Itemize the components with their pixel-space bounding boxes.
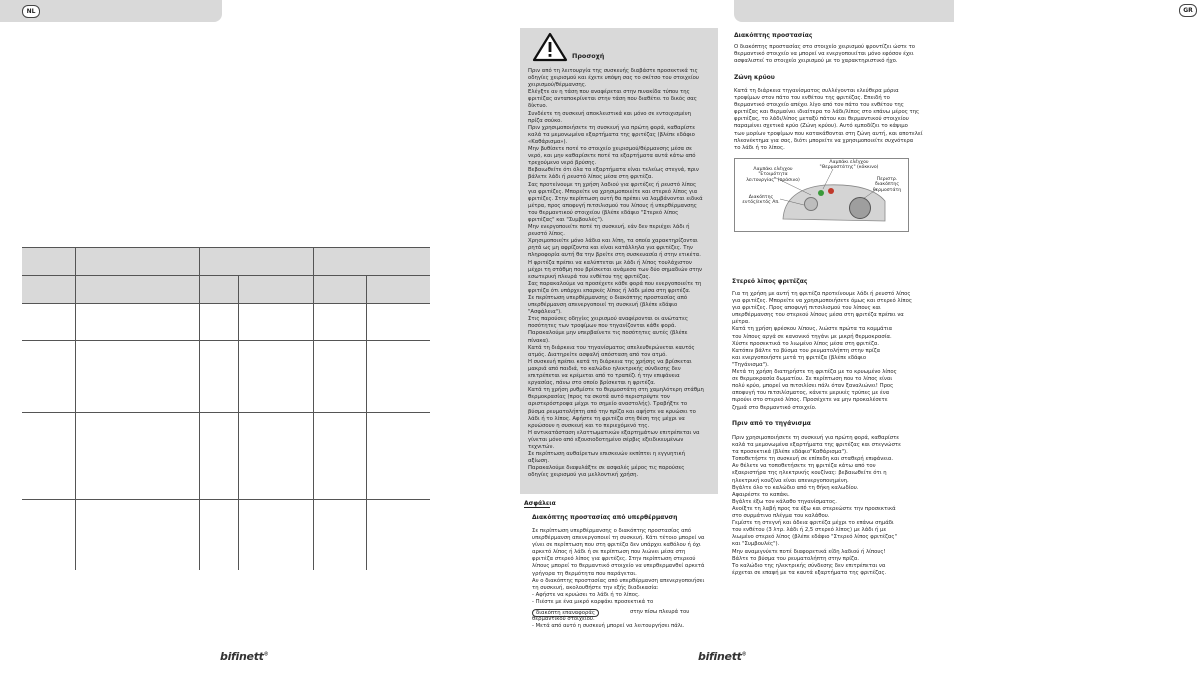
reset-switch-label: διακόπτη επαναφοράς	[532, 609, 599, 617]
table-row	[22, 275, 430, 276]
table-column-divider	[199, 247, 200, 570]
safety-title: Ασφάλεια	[524, 500, 556, 507]
thermostat-lamp-icon	[828, 188, 834, 194]
table-column-divider	[366, 275, 367, 570]
left-page	[0, 0, 477, 675]
control-unit-figure	[734, 158, 909, 232]
left-header-bar	[0, 0, 222, 22]
power-switch-label: Διακόπτης εντός/εκτός Απ.	[742, 195, 780, 206]
table-column-divider	[313, 247, 314, 570]
ready-lamp-icon	[818, 190, 824, 196]
brand-logo: bifinett®	[220, 650, 269, 663]
right-header-bar	[734, 0, 1193, 22]
brand-logo: bifinett®	[698, 650, 747, 663]
solid-fat-title: Στερεό λίπος φριτέζας	[732, 278, 808, 285]
language-badge-gr: GR	[1179, 4, 1197, 17]
before-frying-title: Πριν από το τηγάνισμα	[732, 420, 811, 427]
warning-title: Προσοχή	[572, 52, 605, 60]
table-row	[22, 247, 430, 248]
reset-switch-tail-text: στην πίσω πλευρά του θερμαντικού στοιχείου. - Μετά από αυτό η συσκευή μπορεί να λειτουργήσει πάλι.	[532, 609, 690, 630]
language-badge-nl: NL	[22, 5, 40, 18]
overheat-switch-text: Σε περίπτωση υπερθέρμανσης ο διακόπτης προστασίας από υπερθέρμανση απενεργοποιεί τη συσκευή. Κάτι τέτοιο μπορεί να γίνει σε περίπτωση που στη φριτέζα δεν υπάρχει καθόλου ή όχι αρκετό λίπος ή λάδι ή σε περίπτωση που λιώνει μέσα στη φριτέζα στερεό λίπος για φριτέζες. Στην περίπτωση στερεού λίπους μπορεί το θερμαντικό στοιχείο να υπερθερμανθεί αρκετά γρήγορα τη θερμότητα που παράγεται. Αν ο διακόπτης προστασίας από υπερθέρμανση απενεργοποιήσει τη συσκευή, ακολουθήστε την εξής διαδικασία: - Αφήστε να κρυώσει το λάδι ή το λίπος. - Πιέστε με ένα μικρό καρφάκι προσεκτικά το	[532, 528, 705, 605]
overheat-switch-title: Διακόπτης προστασίας από υπερθέρμανση	[532, 514, 678, 521]
solid-fat-text: Για τη χρήση με αυτή τη φριτέζα προτείνουμε λάδι ή ρευστό λίπος για φριτέζες. Μπορείτε να χρησιμοποιήσετε όμως και στερεό λίπος για φριτέζες. Προς αποφυγή πιτσιλισμού του λίπους και υπερθέρμανσης του στερεού λίπους μέσα στη φριτέζα πρέπει να μέτρα. Κατά τη χρήση φρέσκου λίπους, λιώστε πρώτα τα κομμάτια του λίπους αργά σε κανονικό τηγάνι με μικρή θερμοκρασία. Χύστε προσεκτικά το λιωμένο λίπος μέσα στη φριτέζα. Κατόπιν βάλτε το βύσμα του ρευματολήπτη στην πρίζα και ενεργοποιήστε μετά τη φριτέζα (βλέπε εδάφιο "Τηγάνισμα"). Μετά τη χρήση διατηρήστε τη φριτέζα με το κρυωμένο λίπος σε θερμοκρασία δωματίου. Σε περίπτωση που το λίπος είναι πολύ κρύο, μπορεί να πιτσιλίσει πάλι όταν ξαναλιώνει! Προς αποφυγή του πιτσιλίσματος, κάνετε μερικές τρύπες με ένα πιρούνι στο στερεό λίπος. Προσέχετε να μην προκαλέσετε ζημιά στο θερμαντικό στοιχείο.	[732, 291, 912, 411]
table-row	[22, 412, 430, 413]
warning-panel	[520, 28, 718, 494]
safety-title-underline	[524, 507, 550, 508]
quantity-table	[22, 247, 430, 570]
right-page	[477, 0, 1193, 675]
table-row	[22, 499, 430, 500]
ready-lamp-label: Λαμπάκι ελέγχου "Ετοιμότητα λειτουργίας" (πράσινο)	[746, 167, 800, 183]
protection-switch-title: Διακόπτης προστασίας	[734, 32, 813, 39]
before-frying-text: Πριν χρησιμοποιήσετε τη συσκευή για πρώτη φορά, καθαρίστε καλά τα μεμονωμένα εξαρτήματα της φριτέζας και στεγνώστε τα προσεκτικά (βλέπε εδάφιο"Καθάρισμα"). Τοποθετήστε τη συσκευή σε επίπεδη και σταθερή επιφάνεια. Αν θέλετε να τοποθετήσετε τη φριτέζα κάτω από τον εξαεριστήρα της ηλεκτρικής κουζίνας: βεβαιωθείτε ότι η ηλεκτρική κουζίνα είναι απενεργοποιημένη. Βγάλτε όλο το καλώδιο από τη θήκη καλωδίου. Αφαιρέστε το καπάκι. Βγάλτε έξω τον κάλαθο τηγανίσματος. Ανοίξτε τη λαβή προς τα έξω και στερεώστε την προσεκτικά στο συρμάτινο πλέγμα του καλάθου. Γεμίστε τη στεγνή και άδεια φριτέζα μέχρι το επάνω σημάδι του ενθέτου (3 λτρ. λάδι ή 2,5 στερεό λίπος) με λάδι ή με λιωμένο στερεό λίπος (βλέπε εδάφιο "Στερεό λίπος φριτέζας" και "Συμβουλές"). Μην αναμιγνύετε ποτέ διαφορετικά είδη λαδιού ή λίπους! Βάλτε το βύσμα του ρευματολήπτη στην πρίζα. Το καλώδιο της ηλεκτρικής σύνδεσης δεν επιτρέπεται να έρχεται σε επαφή με τα καυτά εξαρτήματα της φριτέζας.	[732, 435, 901, 576]
warning-triangle-icon	[533, 33, 567, 61]
protection-switch-text: Ο διακόπτης προστασίας στο στοιχείο χειρισμού φροντίζει ώστε το θερμαντικό στοιχείο να μπορεί να ενεργοποιείται μόνο εφόσον έχει ασφαλιστεί το στοιχείο χειρισμού με το χαρακτηριστικό ήχο.	[734, 44, 916, 65]
power-switch-icon	[804, 197, 818, 211]
table-row	[22, 340, 430, 341]
warning-text: Πριν από τη λειτουργία της συσκευής διαβάστε προσεκτικά τις οδηγίες χειρισμού και έχετε υπόψη σας το σκίτσο του στοιχείου χειρισμού/θέρμανσης. Ελέγξτε αν η τάση που αναφέρεται στην πινακίδα τύπου της φριτέζας ανταποκρίνεται στην τάση που διαθέτει το δικός σας δίκτυο. Συνδέετε τη συσκευή αποκλειστικά και μόνο σε εντοιχισμένη πρίζα σούκο. Πριν χρησιμοποιήσετε τη συσκευή για πρώτη φορά, καθαρίστε καλά τα μεμονωμένα εξαρτήματα της φριτέζας (βλέπε εδάφιο «Καθάρισμα»). Μην βυθίσετε ποτέ το στοιχείο χειρισμού/θέρμανσης μέσα σε νερό, και μην καθαρίσετε ποτέ τα εξαρτήματα αυτά κάτω από τρεχούμενο νερό βρύσης. Βεβαιωθείτε ότι όλα τα εξαρτήματα είναι τελείως στεγνά, πριν βάλετε λάδι ή ρευστό λίπος μέσα στη φριτέζα. Σας προτείνουμε τη χρήση λαδιού για φριτέζες ή ρευστό λίπος για φριτέζες. Μπορείτε να χρησιμοποιείτε και στερεό λίπος για φριτέζες. Στην περίπτωση αυτή θα πρέπει να λαμβάνονται ειδικά μέτρα, προς αποφυγή πιτσιλισμού του λίπους ή υπερθέρμανσης του θερμαντικού στοιχείου (βλέπε εδάφιο "Στερεό λίπος φριτέζας" και "Συμβουλές"). Μην ενεργοποιείτε ποτέ τη συσκευή, εάν δεν περιέχει λάδι ή ρευστό λίπος. Χρησιμοποιείτε μόνο λάδια και λίπη, τα οποία χαρακτηρίζονται ρητά ως μη αφρίζοντα και είναι κατάλληλα για φριτέζες. Την πληροφορία αυτή θα την βρείτε στη συσκευασία ή στην ετικέτα. Η φριτέζα πρέπει να καλύπτεται με λάδι ή λίπος τουλάχιστον μέχρι τη στάθμη που βρίσκεται ανάμεσα των δύο σημαδιών στην εσωτερική πλευρά του ενθέτου της φριτέζας. Σας παρακαλούμε να προσέχετε κάθε φορά που ενεργοποιείτε τη φριτέζα ότι υπάρχει επαρκές λίπος ή λάδι μέσα στη φριτέζα. Σε περίπτωση υπερθέρμανσης ο διακόπτης προστασίας από υπερθέρμανση απενεργοποιεί τη συσκευή (βλέπε εδάφιο "Ασφάλεια"). Στις παρούσες οδηγίες χειρισμού αναφέρονται οι ανώτατες ποσότητες των τροφίμων που τηγανίζονται κάθε φορά. Παρακαλούμε μην υπερβαίνετε τις ποσότητες αυτές (βλέπε πίνακα). Κατά τη διάρκεια του τηγανίσματος απελευθερώνεται καυτός ατμός. Διατηρείτε ασφαλή απόσταση από τον ατμό. Η συσκευή πρέπει κατά τη διάρκεια της χρήσης να βρίσκεται μακριά από παιδιά, το καλώδιο ηλεκτρικής σύνδεσης δεν επιτρέπεται να κρέμεται από το τραπέζι ή την επιφάνεια εργασίας, πάνω στο οποίο βρίσκεται η φριτέζα. Κατά τη χρήση ρυθμίστε το θερμοστάτη στη χαμηλότερη στάθμη θερμοκρασίας (προς τα σκοτά αυτό περιστρέψτε τον αριστερόστροφα μέχρι το σημείο αναστολής). Τραβήξτε το βύσμα ρευματολήπτη από την πρίζα και αφήστε να κρυώσει το λάδι ή το λίπος. Αφήστε τη φριτέζα στη θέση της μέχρι να κρυώσουν η συσκευή και το περιεχόμενό της. Η αντικατάσταση ελαττωματικών εξαρτημάτων επιτρέπεται να γίνεται μόνο από εξουσιοδοτημένο σέρβις εξειδικευμένων τεχνιτών. Σε περίπτωση αυθαίρετων επισκευών εκπίπτει η εγγυητική αξίωση. Παρακαλούμε διαφυλάξτε σε ασφαλές μέρος τις παρούσες οδηγίες χειρισμού για μελλοντική χρήση.	[528, 68, 704, 479]
thermostat-lamp-label: Λαμπάκι ελέγχου "Θερμοστάτης" (κόκκινο)	[819, 160, 879, 171]
cold-zone-title: Ζώνη κρύου	[734, 74, 775, 81]
table-column-divider	[75, 247, 76, 570]
thermostat-knob-icon	[849, 197, 871, 219]
table-column-divider	[238, 275, 239, 570]
thermostat-knob-label: Περιστρ. διακόπτης θερμοστάτη	[872, 177, 902, 193]
table-row	[22, 303, 430, 304]
cold-zone-text: Κατά τη διάρκεια τηγανίσματος συλλέγονται ελεύθερα μόρια τροφίμων στον πάτο του ενθέτου της φριτέζας. Επειδή το θερμαντικό στοιχείο απέχει λίγο από τον πάτο του ενθέτου της φριτέζας και θερμαίνει ιδιαίτερα το λάδι/λίπος στο επάνω μέρος της φριτέζας, το λάδι/λίπος μεταξύ πάτου και θερμαντικού στοιχείου παραμένει σχετικά κρύο (Ζώνη κρύου). Αυτό εμποδίζει το κάψιμο των μορίων τροφίμων που κατακάθονται στη ζώνη αυτή, και αποτελεί πλεονέκτημα για σας, διότι μπορείτε να χρησιμοποιείτε συχνότερα το λάδι ή το λίπος.	[734, 88, 923, 151]
